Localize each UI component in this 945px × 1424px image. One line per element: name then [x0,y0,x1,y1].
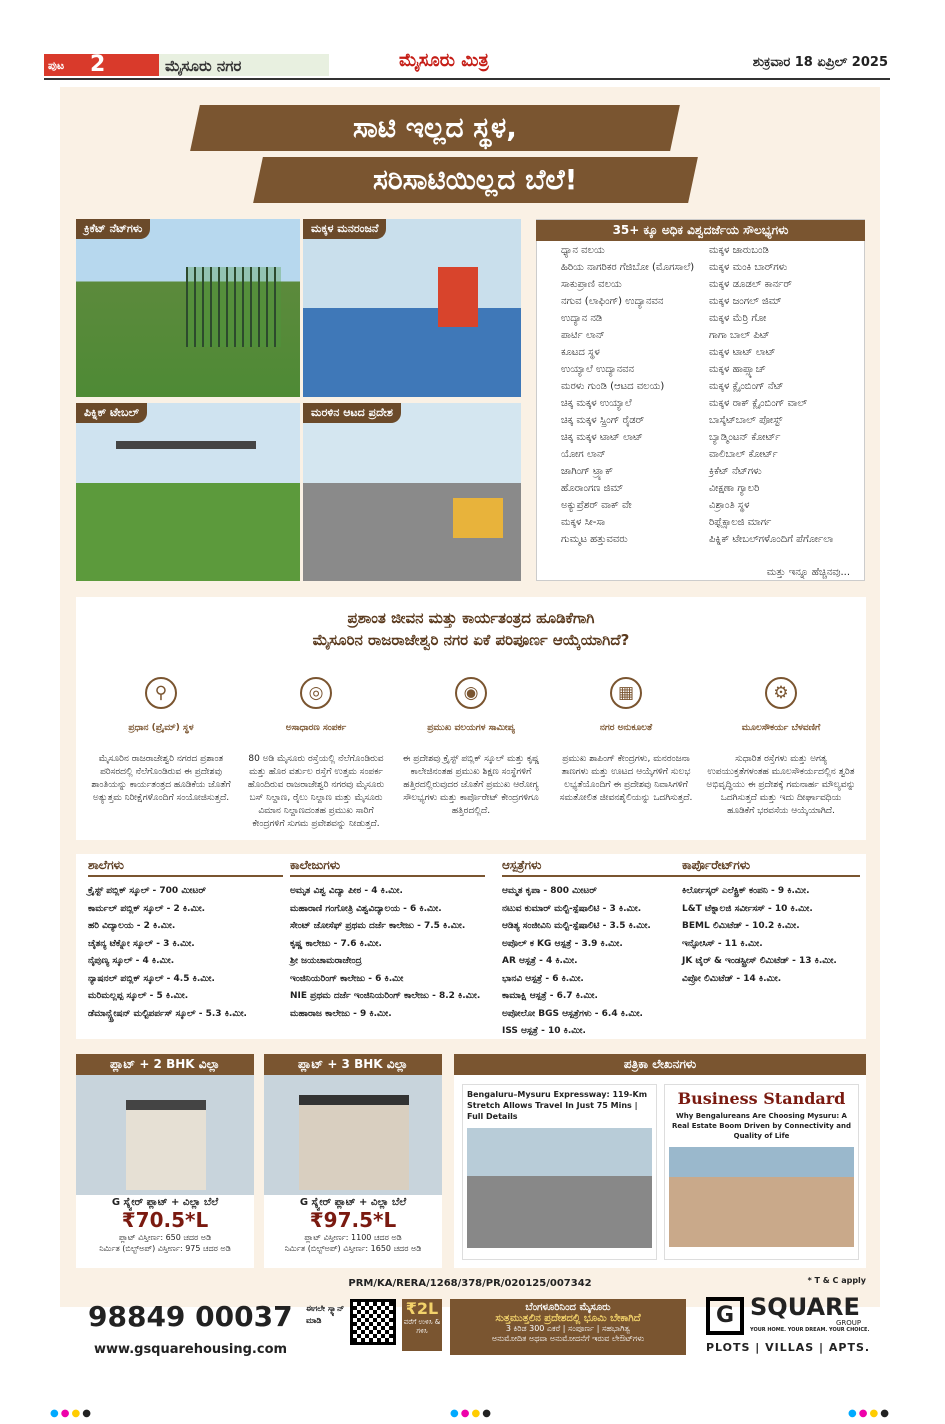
press-section [454,1054,866,1268]
facility-item: ಉದ್ಯಾನ ನಡಿ [561,313,603,324]
nearby-heading: ಆಸ್ಪತ್ರೆಗಳು [502,858,697,877]
facility-item: ಗುಮ್ಮಟ ಹತ್ತುವವರು [561,534,628,545]
qr-code-icon[interactable] [350,1299,396,1345]
press-publisher: Business Standard [677,1089,846,1108]
nearby-item: ಚೈತನ್ಯ ಟೆಕ್ನೋ ಸ್ಕೂಲ್ - 3 ಕಿ.ಮೀ. [88,938,195,949]
facility-item: ರಿಫ್ಲೆಕ್ಸಾಲಜಿ ಮಾರ್ಗ [709,517,772,528]
nearby-item: AR ಆಸ್ಪತ್ರೆ - 4 ಕಿ.ಮೀ. [502,956,578,966]
feature-title: ಪ್ರಮುಖ ವಲಯಗಳ ಸಾಮೀಪ್ಯ [427,723,515,733]
photo-kids-play [303,219,521,397]
press-headline-2: Why Bengalureans Are Choosing Mysuru: A Real Estate Boom Driven by Connectivity and Quality of Life [672,1112,851,1140]
photo-label: ಮರಳಿನ ಆಟದ ಪ್ರದೇಶ [303,403,401,423]
facility-item: ಉಯ್ಯಾಲೆ ಉದ್ಯಾನವನ [561,364,635,375]
feature-desc: ಪ್ರಮುಖ ಶಾಪಿಂಗ್ ಕೇಂದ್ರಗಳು, ಮನರಂಜನಾ ತಾಣಗಳು ಮತ್ತು ಊಟದ ಆಯ್ಕೆಗಳಿಗೆ ಸುಲಭ ಲಭ್ಯತೆಯೊಂದಿಗೆ ಈ ಪ್ರದೇಶವು ನಿವಾಸಿಗಳಿಗೆ ಸಮತೋಲಿತ ಜೀವನಶೈಲಿಯನ್ನು ಒದಗಿಸುತ್ತದೆ. [559,754,693,803]
facility-item: ಚಿಕ್ಕ ಮಕ್ಕಳ ಉಯ್ಯಾಲೆ [561,398,632,409]
cricket-net-shape [186,267,281,347]
nearby-heading: ಕಾರ್ಪೊರೇಟ್‌ಗಳು [682,858,860,877]
nearby-group [502,858,697,1041]
facilities-col-1 [561,242,694,548]
villa-plot-area: ಪ್ಲಾಟ್ ವಿಸ್ತೀರ್ಣ: 1100 ಚದರ ಅಡಿ [304,1233,402,1242]
facility-item: ಜಾಗಿಂಗ್ ಟ್ರ್ಯಾಕ್ [561,466,614,477]
facility-item: ಹಿರಿಯ ನಾಗರಿಕರ ಗೆಜಿಬೋ (ಮೊಗಸಾಲೆ) [561,262,695,273]
masthead: ಮೈಸೂರು ಮಿತ್ರ [399,50,489,71]
nearby-item: ಇಂಜಿನಿಯರಿಂಗ್ ಕಾಲೇಜು - 6 ಕಿ.ಮೀ [290,973,404,984]
nearby-item: ಅಪೊಲ್ ಕ KG ಆಸ್ಪತ್ರೆ - 3.9 ಕಿ.ಮೀ. [502,938,623,949]
g-logo-icon: G [706,1297,744,1335]
feature-desc: ಈ ಪ್ರದೇಶವು ಕ್ರೈಸ್ಟ್ ಪಬ್ಲಿಕ್ ಸ್ಕೂಲ್ ಮತ್ತು ಕೃಷ್ಣ ಕಾಲೇಜಿನಂತಹ ಪ್ರಮುಖ ಶಿಕ್ಷಣ ಸಂಸ್ಥೆಗಳಿಗೆ ಹತ್ತಿರದಲ್ಲಿರುವುದರ ಜೊತೆಗೆ ಪ್ರಮುಖ ಆರೋಗ್ಯ ಸೌಲಭ್ಯಗಳು ಮತ್ತು ಕಾರ್ಪೊರೇಟ್ ಕೇಂದ್ರಗಳಿಗೂ ಹತ್ತಿರದಲ್ಲಿದೆ. [402,754,540,816]
facility-item: ಮಕ್ಕಳ ಟಾಟ್ ಲಾಟ್ [709,347,776,358]
nearby-item: ಸೇಂಟ್ ಜೋಸೆಫ್ ಪ್ರಥಮ ದರ್ಜೆ ಕಾಲೇಜು - 7.5 ಕಿ.ಮೀ. [290,921,466,931]
villa-card-2bhk [76,1054,254,1268]
feature-icon: ⚙ [765,677,797,709]
advertisement [60,87,880,1357]
villa-plot-area: ಪ್ಲಾಟ್ ವಿಸ್ತೀರ್ಣ: 650 ಚದರ ಅಡಿ [118,1233,212,1242]
nearby-heading: ಶಾಲೆಗಳು [88,858,283,877]
press-clip-2 [664,1084,859,1260]
nearby-item: ಮರಿಮಲ್ಲಪ್ಪ ಸ್ಕೂಲ್ - 5 ಕಿ.ಮೀ. [88,991,189,1001]
qr-block [306,1299,446,1353]
nearby-item: ಮಹಾರಾಜ ಕಾಲೇಜು - 9 ಕಿ.ಮೀ. [290,1008,392,1019]
facility-item: ಬಾಸ್ಕೆಟ್‌ಬಾಲ್ ಪೋಸ್ಟ್ [709,415,783,426]
facility-item: ಮಕ್ಕಳ ಹಾಪ್ಸ್ಕಾಚ್ [709,364,766,375]
why-section [76,597,866,840]
villa-price-label: G ಸ್ಕ್ವೇರ್ ಪ್ಲಾಟ್ + ವಿಲ್ಲಾ ಬೆಲೆ [111,1197,219,1208]
photo-cricket-nets [76,219,300,397]
feature-title: ಮೂಲಸೌಕರ್ಯ ಬೆಳವಣಿಗೆ [741,723,821,733]
why-feature [241,677,391,831]
facility-item: ಕ್ರಿಕೆಟ್ ನೆಟ್‌ಗಳು [709,466,762,477]
feature-desc: ಸುಧಾರಿತ ರಸ್ತೆಗಳು ಮತ್ತು ಅಗತ್ಯ ಉಪಯುಕ್ತತೆಗಳಂತಹ ಮೂಲಸೌಕರ್ಯದಲ್ಲಿನ ತ್ವರಿತ ಅಭಿವೃದ್ಧಿಯು ಈ ಪ್ರದೇಶಕ್ಕೆ ಗಮನಾರ್ಹ ಮೌಲ್ಯವನ್ನು ಒದಗಿಸುತ್ತದೆ ಮತ್ತು ಇದು ದೀರ್ಘಾವಧಿಯ ಹೂಡಿಕೆಗೆ ಭರವಸೆಯ ಆಯ್ಕೆಯಾಗಿದೆ. [706,754,856,816]
nearby-item: ನ್ಯಾಷನಲ್ ಪಬ್ಲಿಕ್ ಸ್ಕೂಲ್ - 4.5 ಕಿ.ಮೀ. [88,973,215,984]
nearby-item: ಕೃಷ್ಣ ಕಾಲೇಜು - 7.6 ಕಿ.ಮೀ. [290,938,382,949]
nearby-group [682,858,860,988]
feature-icon: ◉ [455,677,487,709]
brand-logo: G SQUARE GROUP YOUR HOME. YOUR DREAM. YOUR CHOICE. PLOTS | VILLAS | APTS. [706,1293,871,1354]
nearby-item: ಶ್ರೀ ಜಯಚಾಮರಾಜೇಂದ್ರ [290,956,362,966]
photo-label: ಮಕ್ಕಳ ಮನರಂಜನೆ [303,219,386,239]
nearby-heading: ಕಾಲೇಜುಗಳು [290,858,485,877]
nearby-item: L&T ಟೆಕ್ನಾಲಜಿ ಸರ್ವೀಸಸ್ - 10 ಕಿ.ಮೀ. [682,903,813,914]
facilities-more: ಮತ್ತು ಇನ್ನೂ ಹೆಚ್ಚಿನವು... [766,567,850,578]
villa-price: ₹70.5*L [121,1208,209,1232]
nearby-item: ISS ಆಸ್ಪತ್ರೆ - 10 ಕಿ.ಮೀ. [502,1026,586,1036]
villa-price: ₹97.5*L [309,1208,397,1232]
facility-item: ಪಾರ್ಟಿ ಲಾನ್ [561,330,605,341]
nearby-item: ವಿಪ್ರೋ ಲಿಮಿಟೆಡ್ - 14 ಕಿ.ಮೀ. [682,973,782,984]
land-line-1: ಬೆಂಗಳೂರಿನಿಂದ ಮೈಸೂರು [525,1302,611,1313]
nearby-item: ಕಾರ್ಮಲ್ ಪಬ್ಲಿಕ್ ಸ್ಕೂಲ್ - 2 ಕಿ.ಮೀ. [88,903,206,914]
nearby-item: NIE ಪ್ರಥಮ ದರ್ಜೆ ಇಂಜಿನಿಯರಿಂಗ್ ಕಾಲೇಜು - 8.2 ಕಿ.ಮೀ. [290,991,481,1001]
facility-item: ಧ್ಯಾನ ವಲಯ [561,245,605,256]
land-line-4: ಅನುಮೋದಿತ ಅಥವಾ ಅನುಮೋದನೆಗೆ ಇರುವ ಲೇಔಟ್‌ಗಳು [491,1334,645,1343]
facility-item: ಮಕ್ಕಳ ಮೆರ್ರಿ ಗೋ [709,313,767,324]
nearby-item: ಇನ್ಫೋಸಿಸ್ - 11 ಕಿ.ಮೀ. [682,938,763,949]
land-wanted-box [450,1299,686,1355]
hero-line-1: ಸಾಟಿ ಇಲ್ಲದ ಸ್ಥಳ, [190,105,680,151]
photo-label: ಕ್ರಿಕೆಟ್ ನೆಟ್‌ಗಳು [76,219,150,239]
facility-item: ವೀಕ್ಷಣಾ ಗ್ಯಾಲರಿ [709,483,760,494]
play-tower-shape [438,267,478,327]
feature-title: ಅಸಾಧಾರಣ ಸಂಪರ್ಕ [285,723,347,733]
nearby-group [88,858,283,1023]
nearby-item: ಮಹಾರಾಣಿ ಗಂಗೋತ್ರಿ ವಿಶ್ವವಿದ್ಯಾಲಯ - 6 ಕಿ.ಮೀ. [290,903,442,914]
villa-image [76,1075,254,1195]
facilities-box [536,219,865,581]
facility-item: ಮಕ್ಕಳ ಮಂಕಿ ಬಾರ್‌ಗಳು [709,262,788,273]
feature-icon: ◎ [300,677,332,709]
section-title: ಮೈಸೂರು ನಗರ [159,54,329,76]
facility-item: ಮಕ್ಕಳ ಜಾರುಬಂಡಿ [709,245,769,256]
scan-label: ಈಗಲೇ ಸ್ಕ್ಯಾನ್ ಮಾಡಿ [306,1304,345,1325]
facility-item: ಬ್ಯಾಡ್ಮಿಂಟನ್ ಕೋರ್ಟ್ [709,432,781,443]
villa-card-3bhk [264,1054,442,1268]
mysuru-city-image [669,1147,854,1247]
nearby-item: ಅಪೋಲೋ BGS ಆಸ್ಪತ್ರೆಗಳು - 6.4 ಕಿ.ಮೀ. [502,1008,643,1019]
villa-built-area: ನಿರ್ಮಿತ (ಬಿಲ್ಟ್‌ಅಪ್) ವಿಸ್ತೀರ್ಣ: 975 ಚದರ ಅಡಿ [99,1244,231,1253]
photo-sand-play [303,403,521,581]
land-line-2: ಸುತ್ತಮುತ್ತಲಿನ ಪ್ರದೇಶದಲ್ಲಿ ಭೂಮಿ ಬೇಕಾಗಿದೆ [495,1313,641,1324]
villa-image [264,1075,442,1195]
facility-item: ಮಕ್ಕಳ ಡೂಡಲ್ ಕಾರ್ನರ್ [709,279,792,290]
facilities-col-2 [709,242,833,548]
expressway-image [467,1128,652,1248]
rera-number: PRM/KA/RERA/1268/378/PR/020125/007342 [348,1278,592,1289]
nearby-item: ನೈಪುಣ್ಯ ಸ್ಕೂಲ್ - 4 ಕಿ.ಮೀ. [88,956,175,966]
land-line-3: 3 ಕಿರಿಡ 300 ಎಕರೆ | ಸಂಪೂರ್ಣ | ಸಹಭಾಗಿತ್ವ [505,1324,631,1333]
why-feature [706,677,856,818]
nearby-item: ಡೆಮಾನ್ಸ್ಟ್ರೇಷನ್ ಮಲ್ಟಿಪರ್ಪಸ್ ಸ್ಕೂಲ್ - 5.3 ಕಿ.ಮೀ. [88,1008,247,1019]
facility-item: ಮಕ್ಕಳ ಕ್ಲೈಂಬಿಂಗ್ ನೆಟ್ [709,381,784,392]
feature-desc: 80 ಅಡಿ ಮೈಸೂರು ರಸ್ತೆಯಲ್ಲಿ ನೆಲೆಗೊಂಡಿರುವ ಮತ್ತು ಹೊರ ವರ್ತುಲ ರಸ್ತೆಗೆ ಉತ್ತಮ ಸಂಪರ್ಕ ಹೊಂದಿರುವ ರಾಜರಾಜೇಶ್ವರಿ ನಗರವು ಮೈಸೂರು ಬಸ್ ನಿಲ್ದಾಣ, ರೈಲು ನಿಲ್ದಾಣ ಮತ್ತು ಮೈಸೂರು ವಿಮಾನ ನಿಲ್ದಾಣದಂತಹ ಪ್ರಮುಖ ಸಾರಿಗೆ ಕೇಂದ್ರಗಳಿಗೆ ಸುಗಮ ಪ್ರವೇಶವನ್ನು ನೀಡುತ್ತದೆ. [247,754,385,829]
page-number-badge: ಪುಟ 2 [44,54,159,76]
facility-item: ಸಾಕುಪ್ರಾಣಿ ವಲಯ [561,279,622,290]
nearby-item: ಕಾಮಾಕ್ಷಿ ಆಸ್ಪತ್ರೆ - 6.7 ಕಿ.ಮೀ. [502,991,598,1001]
feature-title: ಪ್ರಧಾನ (ಪ್ರೈಮ್) ಸ್ಥಳ [128,723,194,733]
nearby-item: ನಟುವ ಕುಮಾರ್ ಮಲ್ಟಿ-ಸ್ಪೆಷಾಲಿಟಿ - 3 ಕಿ.ಮೀ. [502,903,642,914]
facility-item: ಚಿಕ್ಕ ಮಕ್ಕಳ ಸ್ಪ್ರಿಂಗ್ ರೈಡರ್ [561,415,645,426]
print-registration-dots: ●●●● [848,1408,891,1419]
facility-item: ಚಿಕ್ಕ ಮಕ್ಕಳ ಟಾಟ್ ಲಾಟ್ [561,432,643,443]
print-registration-dots: ●●●● [50,1408,93,1419]
why-heading: ಪ್ರಶಾಂತ ಜೀವನ ಮತ್ತು ಕಾರ್ಯತಂತ್ರದ ಹೂಡಿಕೆಗಾಗಿ ಮೈಸೂರಿನ ರಾಜರಾಜೇಶ್ವರಿ ನಗರ ಏಕೆ ಪರಿಪೂರ್ಣ ಆಯ್ಕೆಯಾಗಿದೆ? [312,609,630,649]
facility-item: ಕೂಟದ ಸ್ಥಳ [561,347,600,358]
hero-line-2: ಸರಿಸಾಟಿಯಿಲ್ಲದ ಬೆಲೆ! [253,157,698,203]
facility-item: ಪಿಕ್ನಿಕ್ ಟೇಬಲ್‌ಗಳೊಂದಿಗೆ ಪೆರ್ಗೋಲಾ [709,534,834,545]
nearby-item: BEML ಲಿಮಿಟೆಡ್ - 10.2 ಕಿ.ಮೀ. [682,921,800,931]
facility-item: ನಗುವ (ಲಾಫಿಂಗ್) ಉದ್ಯಾನವನ [561,296,664,307]
facility-item: ಮರಳು ಗುಂಡಿ (ಆಟದ ವಲಯ) [561,381,665,392]
why-feature [396,677,546,818]
slide-shape [453,498,503,538]
terms-note: * T & C apply [807,1276,866,1285]
facilities-title: 35+ ಕ್ಕೂ ಅಧಿಕ ವಿಶ್ವದರ್ಜೆಯ ಸೌಲಭ್ಯಗಳು [536,220,865,241]
facility-item: ವಾಲಿಬಾಲ್ ಕೋರ್ಟ್ [709,449,778,460]
feature-title: ನಗರ ಅನುಕೂಲತೆ [599,723,653,733]
facility-item: ಮಕ್ಕಳ ಸೀ-ಸಾ [561,517,606,528]
villa-title: ಪ್ಲಾಟ್ + 2 BHK ವಿಲ್ಲಾ [76,1054,254,1075]
nearby-group [290,858,485,1023]
why-feature [86,677,236,805]
facility-item: ಮಕ್ಕಳ ರಾಕ್ ಕ್ಲೈಂಬಿಂಗ್ ವಾಲ್ [709,398,808,409]
villa-built-area: ನಿರ್ಮಿತ (ಬಿಲ್ಟ್‌ಅಪ್) ವಿಸ್ತೀರ್ಣ: 1650 ಚದರ ಅಡಿ [284,1244,422,1253]
nearby-section [76,854,866,1039]
nearby-item: JK ಟೈರ್ & ಇಂಡಸ್ಟ್ರೀಸ್ ಲಿಮಿಟೆಡ್ - 13 ಕಿ.ಮೀ. [682,956,837,966]
offer-badge: ₹2L ವರೆಗೆ ಉಳಿಸಿ & ಗಳಿಸಿ [402,1299,442,1351]
nearby-item: ಕಿರ್ಲೋಸ್ಕರ್ ಎಲೆಕ್ಟ್ರಿಕ್ ಕಂಪನಿ - 9 ಕಿ.ಮೀ. [682,886,810,896]
feature-icon: ⚲ [145,677,177,709]
press-clip-1 [462,1084,657,1260]
facility-item: ಹೊರಾಂಗಣ ಜಿಮ್ [561,483,624,494]
facility-item: ಮಕ್ಕಳ ಜಂಗಲ್ ಜಿಮ್ [709,296,782,307]
press-headline-1: Bengaluru–Mysuru Expressway: 119-Km Stretch Allows Travel In Just 75 Mins | Full Details [467,1090,648,1121]
print-registration-dots: ●●●● [450,1408,493,1419]
feature-desc: ಮೈಸೂರಿನ ರಾಜರಾಜೇಶ್ವರಿ ನಗರದ ಪ್ರಶಾಂತ ಪರಿಸರದಲ್ಲಿ ನೆಲೆಗೊಂಡಿರುವ ಈ ಪ್ರದೇಶವು ಶಾಂತಿಯನ್ನು ಕಾರ್ಯತಂತ್ರದ ಹೂಡಿಕೆಯ ಜೊತೆಗೆ ಅತ್ಯುತ್ತಮ ನಿರೀಕ್ಷೆಗಳೊಂದಿಗೆ ಸಂಯೋಜಿಸುತ್ತದೆ. [91,754,231,803]
website-link[interactable]: www.gsquarehousing.com [94,1342,288,1357]
photo-label: ಪಿಕ್ನಿಕ್ ಟೇಬಲ್ [76,403,147,423]
pergola-shape [116,441,256,449]
nearby-item: ಆಡಿತ್ಯ ಸಂಜೀವಿನಿ ಮಲ್ಟಿ-ಸ್ಪೆಷಾಲಿಟಿ - 3.5 ಕಿ.ಮೀ. [502,921,651,931]
facility-item: ಯೋಗ ಲಾನ್ [561,449,606,460]
contact-phone[interactable]: 98849 00037 [88,1300,293,1333]
facility-item: ವಿಶ್ರಾಂತಿ ಸ್ಥಳ [709,500,750,511]
facility-item: ಅಕ್ಯುಪ್ರೆಶರ್ ವಾಕ್ ವೇ [561,500,632,511]
villa-title: ಪ್ಲಾಟ್ + 3 BHK ವಿಲ್ಲಾ [264,1054,442,1075]
nearby-item: ಭಾನವಿ ಆಸ್ಪತ್ರೆ - 6 ಕಿ.ಮೀ. [502,973,584,984]
nearby-item: ಹರಿ ವಿದ್ಯಾಲಯ - 2 ಕಿ.ಮೀ. [88,921,176,931]
press-title: ಪತ್ರಿಕಾ ಲೇಖನಗಳು [454,1054,866,1075]
nearby-item: ಅಮೃತ ವಿಶ್ವ ವಿದ್ಯಾ ಪೀಠ - 4 ಕಿ.ಮೀ. [290,886,403,896]
nearby-item: ಆಮ್ಮತ ಕೃಪಾ - 800 ಮೀಟರ್ [502,886,597,896]
why-feature [551,677,701,805]
villa-price-label: G ಸ್ಕ್ವೇರ್ ಪ್ಲಾಟ್ + ವಿಲ್ಲಾ ಬೆಲೆ [299,1197,407,1208]
issue-date: ಶುಕ್ರವಾರ 18 ಏಪ್ರಿಲ್ 2025 [752,55,888,70]
page-header [44,50,890,80]
feature-icon: ▦ [610,677,642,709]
facility-item: ಗಾಗಾ ಬಾಲ್ ಪಿಟ್ [709,330,770,341]
photo-picnic-table [76,403,300,581]
nearby-item: ಕ್ರೈಸ್ಟ್ ಪಬ್ಲಿಕ್ ಸ್ಕೂಲ್ - 700 ಮೀಟರ್ [88,886,207,896]
